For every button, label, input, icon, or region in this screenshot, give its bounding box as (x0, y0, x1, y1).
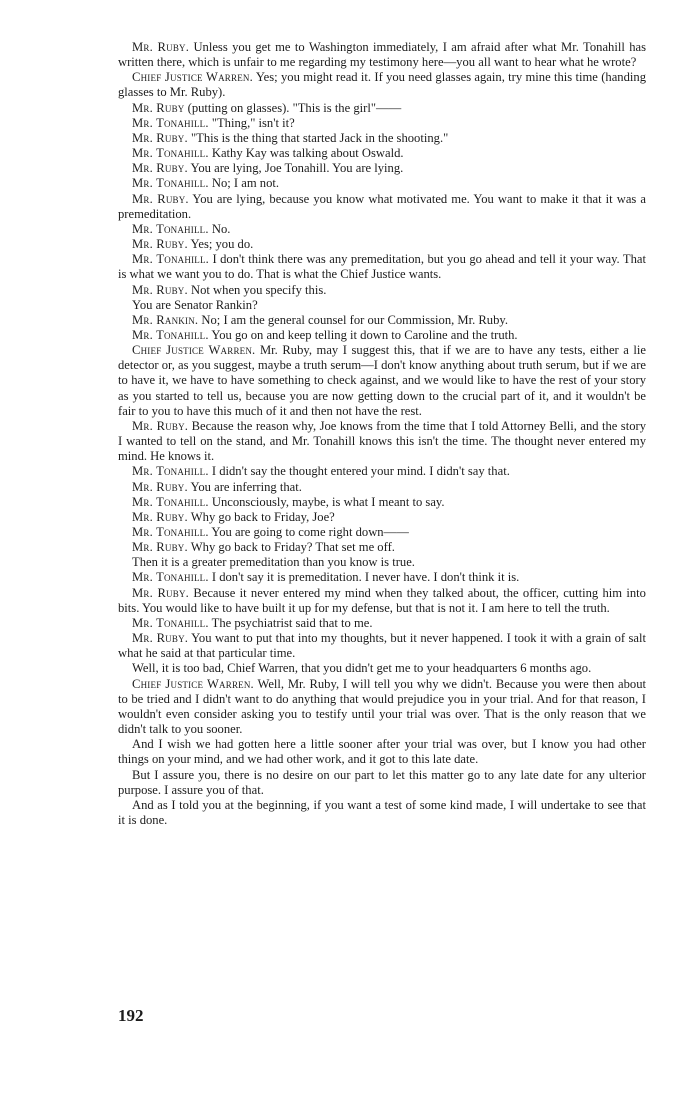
paragraph (118, 616, 646, 631)
paragraph (118, 161, 646, 176)
paragraph (118, 176, 646, 191)
speech: Then it is a greater premeditation than you know is true. (132, 555, 415, 570)
speaker: Mr. Ruby. (132, 191, 189, 206)
speech: Yes; you do. (187, 237, 254, 252)
speech: You are Senator Rankin? (132, 297, 258, 312)
speaker: Mr. Tonahill. (132, 464, 209, 479)
speaker: Mr. Tonahill. (132, 146, 209, 161)
speaker: Mr. Ruby. (132, 509, 188, 524)
speech: Kathy Kay was talking about Oswald. (208, 146, 404, 161)
speaker: Mr. Tonahill. (132, 115, 209, 130)
speech: The psychiatrist said that to me. (208, 615, 373, 630)
speech: Yes; you might read it. If you need glasses again, try mine this time (handing glasses to Mr. Ruby). (118, 70, 646, 100)
speech: Not when you specify this. (187, 282, 327, 297)
speech: "This is the thing that started Jack in the shooting." (187, 130, 449, 145)
speaker: Mr. Tonahill. (132, 252, 210, 267)
speaker: Mr. Ruby. (132, 161, 188, 176)
speaker: Mr. Ruby. (132, 631, 189, 646)
paragraph (118, 570, 646, 585)
speech: You go on and keep telling it down to Caroline and the truth. (208, 327, 518, 342)
speaker: Mr. Ruby (132, 100, 185, 115)
paragraph (118, 298, 646, 313)
speech: No. (208, 221, 231, 236)
paragraph (118, 116, 646, 131)
paragraph (118, 798, 646, 828)
paragraph (118, 586, 646, 616)
speech: I don't think there was any premeditation, but you go ahead and tell it your way. That is what we want you to do. That is what the Chief Justice wants. (118, 252, 647, 282)
speaker: Mr. Tonahill. (132, 494, 209, 509)
speech: Mr. Ruby, may I suggest this, that if we are to have any tests, either a lie detector or, as you suggest, maybe a truth serum—I don't know anything about truth serum, but if we are to have it, we have to have something to check against, and we would like to have the rest of your story as you started to tell us, because you are now getting down to the crucial part of it, and it wouldn't be fair to you to have this much of it and then not have the rest. (118, 343, 647, 418)
speaker: Mr. Tonahill. (132, 525, 209, 539)
paragraph (118, 661, 646, 676)
paragraph (118, 328, 646, 343)
speech: Why go back to Friday? That set me off. (187, 540, 395, 555)
speaker: Mr. Tonahill. (132, 221, 209, 236)
speaker: Chief Justice Warren. (132, 676, 254, 691)
paragraph (118, 146, 646, 161)
speaker: Mr. Ruby. (132, 479, 188, 494)
speaker: Mr. Tonahill. (132, 615, 209, 630)
speaker: Mr. Tonahill. (132, 176, 209, 191)
speech: You are lying, Joe Tonahill. You are lying. (187, 161, 404, 176)
paragraph (118, 222, 646, 237)
speech: Because it never entered my mind when they talked about, the officer, cutting him into bits. You would like to have built it up for my defense, but that is not it. I am here to tell the truth. (118, 585, 646, 615)
speech: (putting on glasses). "This is the girl"—— (184, 100, 402, 115)
speaker: Mr. Ruby. (132, 130, 188, 145)
speaker: Mr. Tonahill. (132, 327, 209, 342)
speaker: Chief Justice Warren. (132, 70, 253, 85)
speech: You want to put that into my thoughts, but it never happened. I took it with a grain of salt what he said at that particular time. (118, 631, 646, 661)
paragraph (118, 540, 646, 555)
speech: Because the reason why, Joe knows from the time that I told Attorney Belli, and the story I wanted to tell on the stand, and Mr. Tonahill knows this isn't the time. The thought never entered my mind. He knows it. (118, 418, 646, 464)
paragraph (118, 631, 646, 661)
speech: "Thing," isn't it? (208, 115, 295, 130)
speaker: Mr. Ruby. (132, 40, 190, 54)
speaker: Mr. Ruby. (132, 585, 190, 600)
speech: Unless you get me to Washington immediately, I am afraid after what Mr. Tonahill has written there, which is unfair to me regarding my testimony here—you all want to hear what he wrote? (118, 40, 646, 70)
paragraph (118, 252, 646, 282)
speech: Well, it is too bad, Chief Warren, that you didn't get me to your headquarters 6 months ago. (132, 661, 592, 676)
paragraph (118, 677, 646, 738)
speaker: Mr. Ruby. (132, 540, 188, 555)
paragraph (118, 464, 646, 479)
paragraph (118, 40, 646, 70)
speech: You are going to come right down—— (208, 525, 409, 539)
paragraph (118, 343, 646, 419)
page-number: 192 (118, 1006, 144, 1025)
paragraph (118, 192, 646, 222)
speaker: Mr. Rankin. (132, 312, 199, 327)
speech: Well, Mr. Ruby, I will tell you why we didn't. Because you were then about to be tried and I didn't want to do anything that would prejudice you in your trial. And for that reason, I wouldn't even consider asking you to testify until your trial was over. That is the only reason that we didn't talk to you sooner. (118, 676, 646, 737)
paragraph (118, 131, 646, 146)
speech: Unconsciously, maybe, is what I meant to say. (208, 494, 445, 509)
speaker: Chief Justice Warren. (132, 343, 256, 358)
paragraph (118, 480, 646, 495)
paragraph (118, 495, 646, 510)
paragraph (118, 237, 646, 252)
speaker: Mr. Tonahill. (132, 570, 209, 585)
paragraph (118, 70, 646, 100)
paragraph (118, 419, 646, 464)
paragraph (118, 737, 646, 767)
speech: But I assure you, there is no desire on our part to let this matter go to any late date for any ulterior purpose. I assure you of that. (118, 767, 646, 797)
speech: You are inferring that. (187, 479, 302, 494)
speech: You are lying, because you know what motivated me. You want to make it that it was a premeditation. (118, 191, 646, 221)
speaker: Mr. Ruby. (132, 237, 188, 252)
speech: I didn't say the thought entered your mind. I didn't say that. (208, 464, 510, 479)
paragraph (118, 101, 646, 116)
speech: And I wish we had gotten here a little sooner after your trial was over, but I know you had other things on your mind, and we had other work, and it got to this late date. (118, 737, 646, 767)
speaker: Mr. Ruby. (132, 282, 188, 297)
paragraph (118, 283, 646, 298)
paragraph (118, 768, 646, 798)
speech: And as I told you at the beginning, if you want a test of some kind made, I will undertake to see that it is done. (118, 797, 646, 827)
paragraph (118, 313, 646, 328)
speech: No; I am the general counsel for our Commission, Mr. Ruby. (198, 312, 509, 327)
speech: I don't say it is premeditation. I never have. I don't think it is. (208, 570, 520, 585)
speech: No; I am not. (208, 176, 280, 191)
paragraph (118, 555, 646, 570)
paragraph (118, 525, 646, 540)
transcript-body (118, 40, 646, 828)
speaker: Mr. Ruby. (132, 418, 189, 433)
speech: Why go back to Friday, Joe? (187, 509, 335, 524)
paragraph (118, 510, 646, 525)
